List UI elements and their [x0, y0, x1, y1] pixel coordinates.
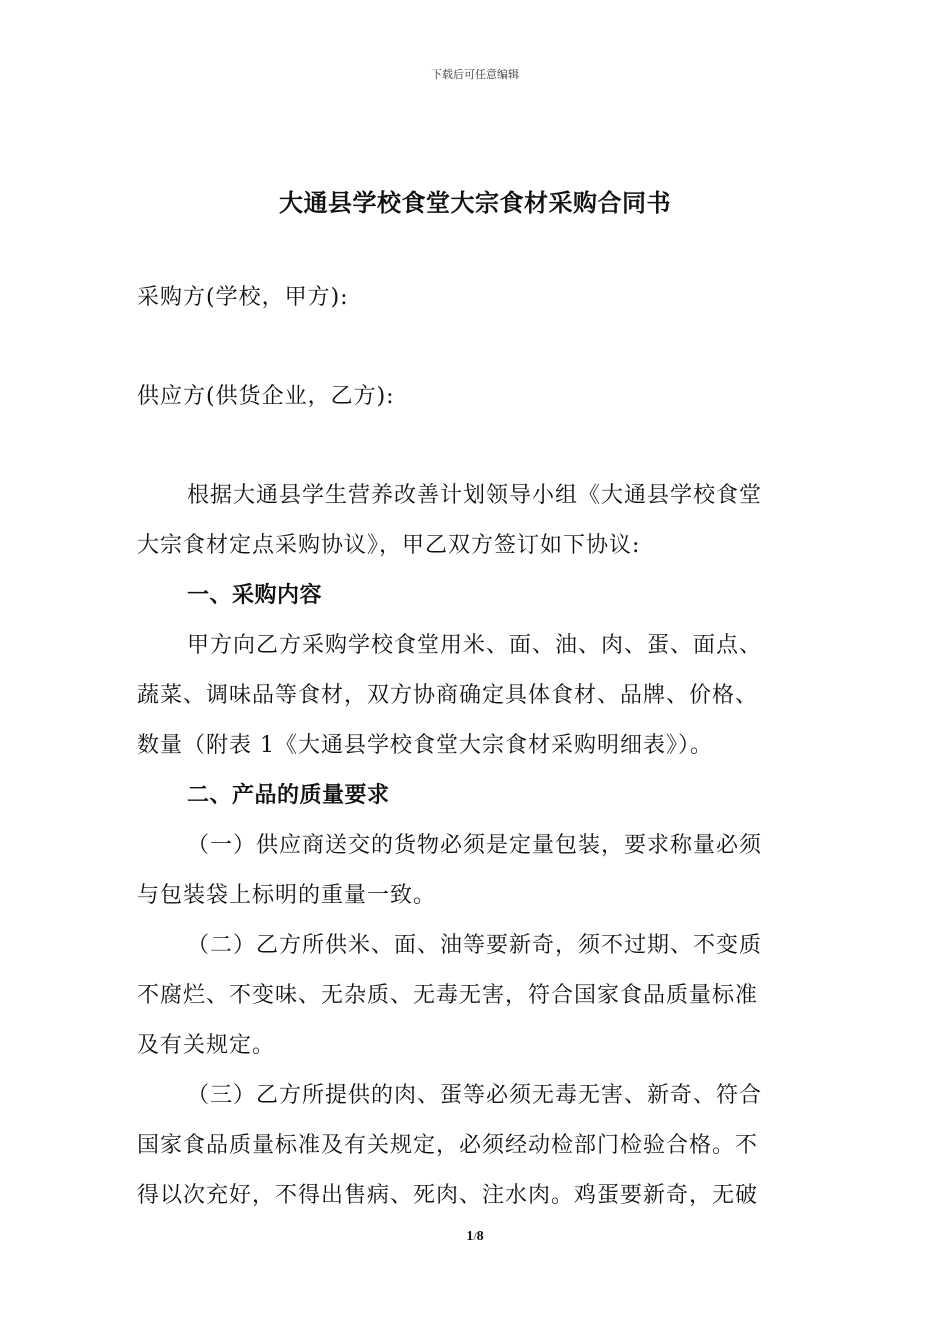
section-2-item-2-line-3: 及有关规定。 [137, 1033, 276, 1058]
intro-line-2: 大宗食材定点采购协议》，甲乙双方签订如下协议: [137, 533, 641, 558]
page-number [0, 1229, 950, 1245]
section-2-item-1-line-2: 与包装袋上标明的重量一致。 [137, 883, 437, 908]
total-pages: 8 [476, 1229, 484, 1244]
purchaser-label: 采购方(学校，甲方): [137, 285, 349, 310]
current-page: 1 [466, 1229, 474, 1244]
section-1-line-3: 数量（附表 1《大通县学校食堂大宗食材采购明细表》）。 [137, 733, 713, 758]
section-2-heading: 二、产品的质量要求 [187, 783, 390, 808]
section-2-item-2-line-2: 不腐烂、不变味、无杂质、无毒无害，符合国家食品质量标准 [137, 983, 759, 1008]
section-1-line-2: 蔬菜、调味品等食材，双方协商确定具体食材、品牌、价格、 [137, 683, 759, 708]
supplier-label: 供应方(供货企业，乙方): [137, 384, 395, 409]
section-2-item-1-line-1: （一）供应商送交的货物必须是定量包装，要求称量必须 [187, 833, 763, 858]
section-1-heading: 一、采购内容 [187, 583, 323, 608]
document-title: 大通县学校食堂大宗食材采购合同书 [279, 189, 671, 217]
section-2-item-3-line-2: 国家食品质量标准及有关规定，必须经动检部门检验合格。不 [137, 1133, 759, 1158]
page-separator: / [473, 1229, 477, 1243]
header-note: 下载后可任意编辑 [431, 68, 519, 81]
section-2-item-3-line-3: 得以次充好，不得出售病、死肉、注水肉。鸡蛋要新奇，无破 [137, 1183, 759, 1208]
intro-line-1: 根据大通县学生营养改善计划领导小组《大通县学校食堂 [187, 483, 763, 508]
section-1-line-1: 甲方向乙方采购学校食堂用米、面、油、肉、蛋、面点、 [187, 633, 763, 658]
section-2-item-3-line-1: （三）乙方所提供的肉、蛋等必须无毒无害、新奇、符合 [187, 1083, 763, 1108]
section-2-item-2-line-1: （二）乙方所供米、面、油等要新奇，须不过期、不变质 [187, 933, 763, 958]
